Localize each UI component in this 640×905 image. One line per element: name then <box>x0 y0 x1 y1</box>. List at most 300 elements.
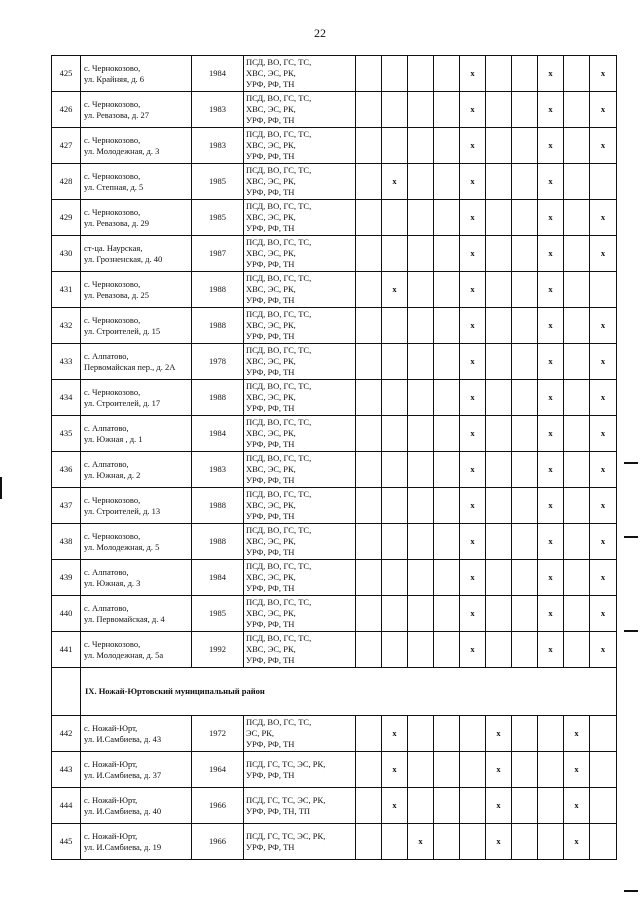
mark-cell: x <box>590 452 617 488</box>
systems-cell <box>244 824 356 860</box>
address-street: ул. Ревазова, д. 27 <box>84 109 149 120</box>
mark-cell <box>408 56 434 92</box>
systems-cell <box>244 752 356 788</box>
mark-cell: x <box>590 92 617 128</box>
systems-line: УРФ, РФ, ТН <box>246 841 295 852</box>
address-street: Первомайская пер., д. 2А <box>84 361 176 372</box>
mark-cell <box>512 416 538 452</box>
address-locality: с. Алпатово, <box>84 422 129 433</box>
systems-cell <box>244 560 356 596</box>
table-row <box>52 596 617 632</box>
mark-cell <box>564 632 590 668</box>
mark-cell: x <box>382 752 408 788</box>
address-locality: с. Чернокозово, <box>84 134 141 145</box>
table-row <box>52 452 617 488</box>
mark-cell <box>564 524 590 560</box>
scan-edge-mark <box>624 536 638 538</box>
mark-cell: x <box>590 488 617 524</box>
row-number: 425 <box>52 56 81 92</box>
address-street: ул. Южная , д. 1 <box>84 433 143 444</box>
year-cell: 1983 <box>192 92 244 128</box>
mark-cell <box>512 56 538 92</box>
table-row <box>52 560 617 596</box>
year-cell: 1984 <box>192 560 244 596</box>
mark-cell <box>408 128 434 164</box>
mark-cell: x <box>538 524 564 560</box>
mark-cell: x <box>590 560 617 596</box>
year-cell: 1988 <box>192 272 244 308</box>
mark-cell: x <box>460 524 486 560</box>
address-cell <box>81 632 192 668</box>
systems-cell <box>244 92 356 128</box>
mark-cell <box>408 272 434 308</box>
mark-cell <box>564 344 590 380</box>
year-cell: 1988 <box>192 488 244 524</box>
mark-cell: x <box>460 128 486 164</box>
mark-cell <box>486 308 512 344</box>
mark-cell: x <box>564 824 590 860</box>
mark-cell <box>434 560 460 596</box>
address-street: ул. И.Самбиева, д. 40 <box>84 805 162 816</box>
section-row <box>52 668 617 716</box>
address-locality: с. Алпатово, <box>84 458 129 469</box>
address-street: ул. Молодежная, д. 3 <box>84 145 160 156</box>
mark-cell: x <box>460 308 486 344</box>
systems-line: УРФ, РФ, ТН <box>246 769 295 780</box>
systems-line: ПСД, ВО, ГС, ТС, <box>246 561 312 571</box>
mark-cell <box>356 308 382 344</box>
mark-cell: x <box>486 752 512 788</box>
mark-cell: x <box>590 200 617 236</box>
housing-table <box>51 55 617 860</box>
mark-cell <box>564 416 590 452</box>
systems-line: ХВС, ЭС, РК, <box>246 392 296 402</box>
table-row <box>52 200 617 236</box>
year-cell: 1988 <box>192 380 244 416</box>
systems-line: УРФ, РФ, ТН <box>246 583 295 593</box>
mark-cell <box>434 200 460 236</box>
mark-cell <box>512 488 538 524</box>
systems-cell <box>244 488 356 524</box>
mark-cell <box>512 164 538 200</box>
mark-cell <box>434 380 460 416</box>
address-street: ул. Крайняя, д. 6 <box>84 73 145 84</box>
mark-cell <box>512 752 538 788</box>
systems-line: ПСД, ВО, ГС, ТС, <box>246 633 312 643</box>
mark-cell <box>382 524 408 560</box>
mark-cell: x <box>460 200 486 236</box>
mark-cell <box>512 524 538 560</box>
row-number: 445 <box>52 824 81 860</box>
mark-cell: x <box>460 344 486 380</box>
systems-line: ПСД, ВО, ГС, ТС, <box>246 273 312 283</box>
table-row <box>52 632 617 668</box>
mark-cell: x <box>382 716 408 752</box>
mark-cell: x <box>486 716 512 752</box>
year-cell: 1984 <box>192 416 244 452</box>
row-number: 429 <box>52 200 81 236</box>
mark-cell <box>356 560 382 596</box>
systems-line: УРФ, РФ, ТН <box>246 331 295 341</box>
systems-line: ХВС, ЭС, РК, <box>246 140 296 150</box>
mark-cell <box>512 200 538 236</box>
mark-cell <box>382 200 408 236</box>
systems-line: УРФ, РФ, ТН <box>246 475 295 485</box>
mark-cell: x <box>460 560 486 596</box>
mark-cell: x <box>460 416 486 452</box>
mark-cell: x <box>538 200 564 236</box>
scan-edge-mark <box>624 462 638 464</box>
systems-line: УРФ, РФ, ТН <box>246 367 295 377</box>
systems-line: УРФ, РФ, ТН <box>246 79 295 89</box>
mark-cell: x <box>460 164 486 200</box>
systems-line: ХВС, ЭС, РК, <box>246 572 296 582</box>
address-cell <box>81 128 192 164</box>
address-cell <box>81 164 192 200</box>
mark-cell <box>382 92 408 128</box>
row-number: 427 <box>52 128 81 164</box>
address-cell <box>81 92 192 128</box>
address-cell <box>81 344 192 380</box>
scan-edge-mark <box>624 630 638 632</box>
mark-cell <box>512 596 538 632</box>
address-street: ул. Строителей, д. 13 <box>84 505 161 516</box>
mark-cell <box>486 632 512 668</box>
mark-cell <box>460 752 486 788</box>
mark-cell: x <box>590 524 617 560</box>
mark-cell <box>434 632 460 668</box>
systems-line: ПСД, ВО, ГС, ТС, <box>246 597 312 607</box>
mark-cell <box>408 752 434 788</box>
mark-cell: x <box>382 272 408 308</box>
mark-cell: x <box>590 416 617 452</box>
address-locality: с. Чернокозово, <box>84 62 141 73</box>
table-row <box>52 788 617 824</box>
mark-cell: x <box>460 92 486 128</box>
mark-cell <box>538 752 564 788</box>
systems-line: ХВС, ЭС, РК, <box>246 104 296 114</box>
mark-cell: x <box>590 596 617 632</box>
mark-cell <box>486 56 512 92</box>
mark-cell: x <box>538 380 564 416</box>
mark-cell <box>564 56 590 92</box>
mark-cell <box>512 128 538 164</box>
row-number: 430 <box>52 236 81 272</box>
systems-line: ХВС, ЭС, РК, <box>246 68 296 78</box>
mark-cell <box>356 380 382 416</box>
row-number: 442 <box>52 716 81 752</box>
mark-cell: x <box>538 488 564 524</box>
address-street: ул. И.Самбиева, д. 37 <box>84 769 162 780</box>
mark-cell <box>382 824 408 860</box>
mark-cell <box>356 344 382 380</box>
systems-cell <box>244 308 356 344</box>
mark-cell <box>486 524 512 560</box>
mark-cell <box>382 236 408 272</box>
address-locality: с. Алпатово, <box>84 602 129 613</box>
mark-cell <box>408 344 434 380</box>
row-number: 444 <box>52 788 81 824</box>
mark-cell <box>590 272 617 308</box>
mark-cell: x <box>564 752 590 788</box>
systems-cell <box>244 380 356 416</box>
mark-cell: x <box>564 788 590 824</box>
address-cell <box>81 824 192 860</box>
address-street: ул. Степная, д. 5 <box>84 181 144 192</box>
table-row <box>52 416 617 452</box>
mark-cell <box>382 632 408 668</box>
address-cell <box>81 488 192 524</box>
mark-cell: x <box>538 56 564 92</box>
mark-cell <box>408 524 434 560</box>
systems-line: ПСД, ВО, ГС, ТС, <box>246 453 312 463</box>
address-street: ул. Молодежная, д. 5 <box>84 541 160 552</box>
mark-cell: x <box>590 380 617 416</box>
mark-cell <box>564 380 590 416</box>
mark-cell <box>382 380 408 416</box>
year-cell: 1985 <box>192 200 244 236</box>
mark-cell <box>434 416 460 452</box>
year-cell: 1984 <box>192 56 244 92</box>
mark-cell: x <box>590 632 617 668</box>
mark-cell <box>408 236 434 272</box>
row-number: 440 <box>52 596 81 632</box>
mark-cell <box>434 452 460 488</box>
systems-line: ПСД, ГС, ТС, ЭС, РК, <box>246 758 326 769</box>
mark-cell <box>512 92 538 128</box>
mark-cell <box>486 380 512 416</box>
mark-cell: x <box>486 788 512 824</box>
systems-line: УРФ, РФ, ТН <box>246 151 295 161</box>
address-cell <box>81 560 192 596</box>
mark-cell <box>590 716 617 752</box>
mark-cell <box>486 560 512 596</box>
systems-cell <box>244 56 356 92</box>
mark-cell: x <box>538 452 564 488</box>
systems-line: ПСД, ВО, ГС, ТС, <box>246 93 312 103</box>
mark-cell <box>486 236 512 272</box>
systems-line: УРФ, РФ, ТН <box>246 619 295 629</box>
mark-cell: x <box>460 272 486 308</box>
mark-cell <box>564 200 590 236</box>
address-cell <box>81 56 192 92</box>
mark-cell <box>434 524 460 560</box>
table-row <box>52 236 617 272</box>
mark-cell <box>382 416 408 452</box>
mark-cell: x <box>590 308 617 344</box>
year-cell: 1988 <box>192 524 244 560</box>
systems-cell <box>244 524 356 560</box>
mark-cell <box>382 596 408 632</box>
address-locality: с. Чернокозово, <box>84 314 141 325</box>
mark-cell <box>538 716 564 752</box>
systems-cell <box>244 716 356 752</box>
mark-cell <box>408 716 434 752</box>
mark-cell <box>382 560 408 596</box>
systems-cell <box>244 452 356 488</box>
address-cell <box>81 596 192 632</box>
address-locality: с. Ножай-Юрт, <box>84 830 138 841</box>
address-cell <box>81 788 192 824</box>
mark-cell: x <box>408 824 434 860</box>
systems-line: ПСД, ВО, ГС, ТС, <box>246 165 312 175</box>
mark-cell <box>408 164 434 200</box>
mark-cell <box>356 200 382 236</box>
address-locality: ст-ца. Наурская, <box>84 242 143 253</box>
systems-line: ХВС, ЭС, РК, <box>246 464 296 474</box>
address-locality: с. Чернокозово, <box>84 386 141 397</box>
mark-cell <box>382 344 408 380</box>
scan-edge-mark <box>0 477 2 499</box>
address-locality: с. Чернокозово, <box>84 98 141 109</box>
table-row <box>52 380 617 416</box>
mark-cell <box>434 272 460 308</box>
mark-cell <box>486 128 512 164</box>
row-number: 443 <box>52 752 81 788</box>
address-street: ул. Южная, д. 2 <box>84 469 141 480</box>
mark-cell <box>408 788 434 824</box>
address-street: ул. И.Самбиева, д. 19 <box>84 841 162 852</box>
address-cell <box>81 524 192 560</box>
mark-cell <box>512 380 538 416</box>
mark-cell <box>356 416 382 452</box>
systems-line: ХВС, ЭС, РК, <box>246 284 296 294</box>
year-cell: 1966 <box>192 788 244 824</box>
mark-cell: x <box>382 164 408 200</box>
mark-cell <box>434 596 460 632</box>
row-number: 431 <box>52 272 81 308</box>
systems-line: ПСД, ВО, ГС, ТС, <box>246 717 312 727</box>
address-locality: с. Ножай-Юрт, <box>84 794 138 805</box>
systems-cell <box>244 416 356 452</box>
mark-cell <box>564 560 590 596</box>
address-cell <box>81 200 192 236</box>
address-street: ул. Молодежная, д. 5а <box>84 649 164 660</box>
mark-cell <box>356 524 382 560</box>
mark-cell <box>486 164 512 200</box>
systems-line: УРФ, РФ, ТН <box>246 295 295 305</box>
address-locality: с. Чернокозово, <box>84 530 141 541</box>
mark-cell <box>564 128 590 164</box>
row-number: 433 <box>52 344 81 380</box>
mark-cell <box>408 596 434 632</box>
mark-cell <box>512 344 538 380</box>
systems-cell <box>244 272 356 308</box>
mark-cell: x <box>538 560 564 596</box>
systems-cell <box>244 596 356 632</box>
mark-cell <box>356 752 382 788</box>
mark-cell <box>356 128 382 164</box>
systems-line: ПСД, ВО, ГС, ТС, <box>246 309 312 319</box>
mark-cell <box>408 488 434 524</box>
mark-cell: x <box>460 452 486 488</box>
mark-cell <box>408 92 434 128</box>
systems-line: УРФ, РФ, ТН, ТП <box>246 805 311 816</box>
mark-cell <box>356 452 382 488</box>
scan-edge-mark <box>624 890 638 892</box>
year-cell: 1985 <box>192 164 244 200</box>
systems-cell <box>244 128 356 164</box>
row-number: 432 <box>52 308 81 344</box>
mark-cell <box>356 824 382 860</box>
mark-cell <box>512 560 538 596</box>
systems-line: ЭС, РК, <box>246 728 275 738</box>
mark-cell <box>512 272 538 308</box>
mark-cell <box>486 272 512 308</box>
mark-cell <box>512 788 538 824</box>
systems-line: ПСД, ВО, ГС, ТС, <box>246 525 312 535</box>
mark-cell <box>564 452 590 488</box>
row-number: 435 <box>52 416 81 452</box>
mark-cell: x <box>460 236 486 272</box>
mark-cell <box>512 452 538 488</box>
mark-cell <box>434 752 460 788</box>
mark-cell <box>356 164 382 200</box>
address-street: ул. Строителей, д. 17 <box>84 397 161 408</box>
systems-line: ПСД, ВО, ГС, ТС, <box>246 57 312 67</box>
systems-cell <box>244 632 356 668</box>
systems-line: УРФ, РФ, ТН <box>246 739 295 749</box>
year-cell: 1983 <box>192 452 244 488</box>
systems-line: УРФ, РФ, ТН <box>246 511 295 521</box>
mark-cell: x <box>590 344 617 380</box>
mark-cell <box>564 92 590 128</box>
mark-cell <box>486 344 512 380</box>
mark-cell <box>434 236 460 272</box>
address-locality: с. Чернокозово, <box>84 278 141 289</box>
address-cell <box>81 416 192 452</box>
systems-line: ХВС, ЭС, РК, <box>246 176 296 186</box>
systems-line: ХВС, ЭС, РК, <box>246 212 296 222</box>
mark-cell <box>590 788 617 824</box>
systems-line: ПСД, ВО, ГС, ТС, <box>246 381 312 391</box>
systems-line: ПСД, ВО, ГС, ТС, <box>246 345 312 355</box>
mark-cell: x <box>538 344 564 380</box>
mark-cell <box>486 488 512 524</box>
systems-line: ПСД, ВО, ГС, ТС, <box>246 129 312 139</box>
mark-cell: x <box>538 308 564 344</box>
systems-line: УРФ, РФ, ТН <box>246 439 295 449</box>
systems-line: ХВС, ЭС, РК, <box>246 644 296 654</box>
address-locality: с. Алпатово, <box>84 350 129 361</box>
systems-cell <box>244 788 356 824</box>
row-number: 437 <box>52 488 81 524</box>
mark-cell: x <box>538 236 564 272</box>
systems-line: УРФ, РФ, ТН <box>246 655 295 665</box>
year-cell: 1992 <box>192 632 244 668</box>
systems-line: ПСД, ВО, ГС, ТС, <box>246 417 312 427</box>
address-street: ул. Южная, д. 3 <box>84 577 141 588</box>
mark-cell <box>356 716 382 752</box>
mark-cell <box>356 272 382 308</box>
row-number: 434 <box>52 380 81 416</box>
mark-cell: x <box>538 272 564 308</box>
mark-cell <box>382 488 408 524</box>
mark-cell <box>512 236 538 272</box>
mark-cell <box>434 92 460 128</box>
mark-cell <box>590 824 617 860</box>
table-row <box>52 128 617 164</box>
mark-cell: x <box>460 488 486 524</box>
address-street: ул. Первомайская, д. 4 <box>84 613 165 624</box>
address-cell <box>81 308 192 344</box>
mark-cell: x <box>564 716 590 752</box>
mark-cell <box>408 632 434 668</box>
mark-cell: x <box>382 788 408 824</box>
year-cell: 1983 <box>192 128 244 164</box>
systems-line: ПСД, ВО, ГС, ТС, <box>246 237 312 247</box>
address-locality: с. Ножай-Юрт, <box>84 758 138 769</box>
